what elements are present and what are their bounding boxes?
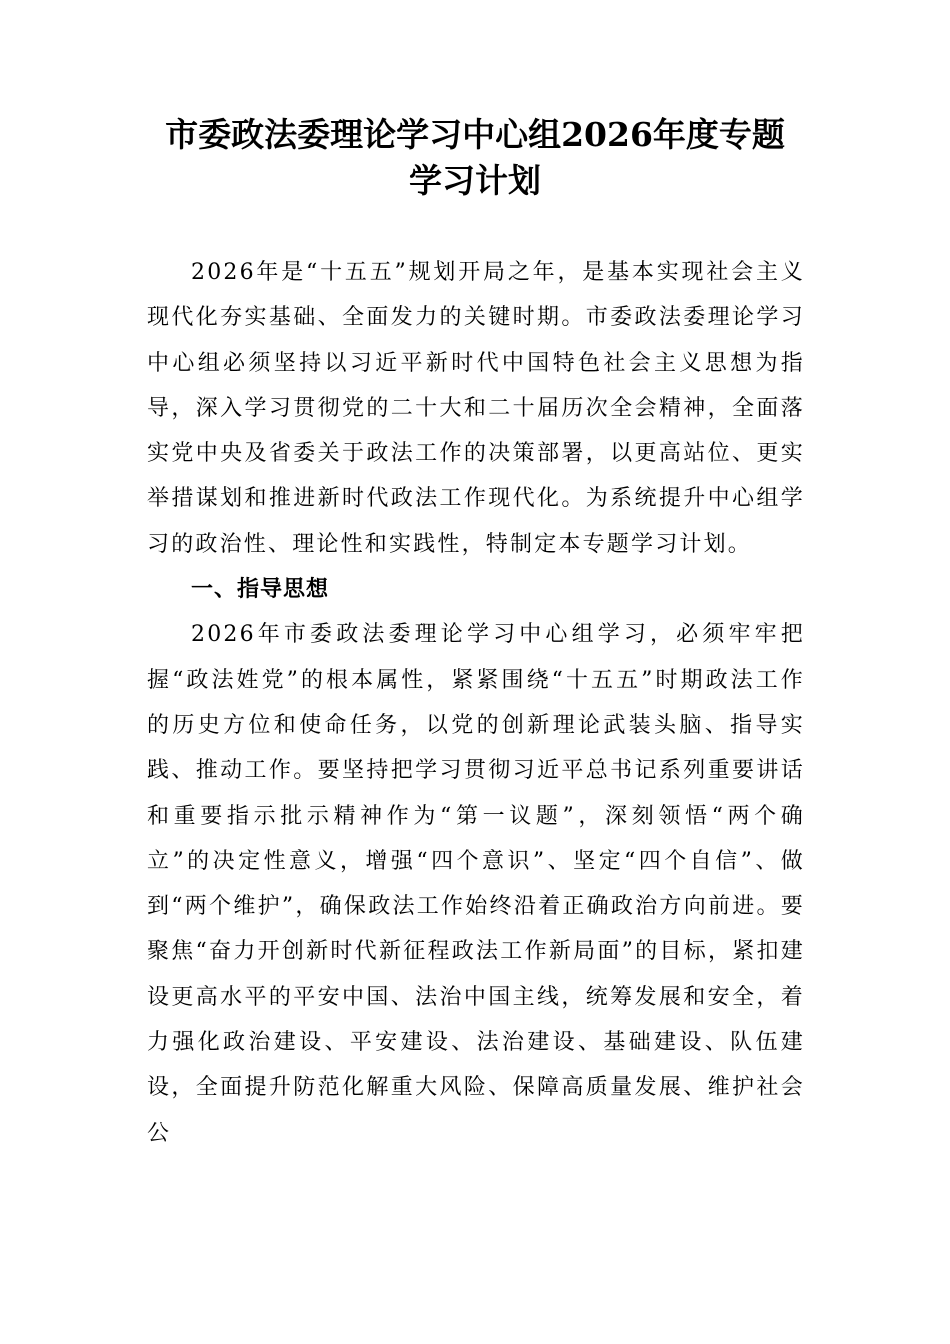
- document-body: [147, 250, 805, 1156]
- intro-paragraph: 2026年是“十五五”规划开局之年，是基本实现社会主义现代化夯实基础、全面发力的关键时期。市委政法委理论学习中心组必须坚持以习近平新时代中国特色社会主义思想为指导，深入学习贯彻党的二十大和二十届历次全会精神，全面落实党中央及省委关于政法工作的决策部署，以更高站位、更实举措谋划和推进新时代政法工作现代化。为系统提升中心组学习的政治性、理论性和实践性，特制定本专题学习计划。: [147, 260, 805, 557]
- document-title: [140, 112, 810, 204]
- title-line-2: 学习计划: [409, 161, 541, 200]
- section-heading-guiding-ideology: 一、指导思想: [191, 577, 330, 603]
- section-paragraph-guiding-ideology: 2026年市委政法委理论学习中心组学习，必须牢牢把握“政法姓党”的根本属性，紧紧围绕“十五五”时期政法工作的历史方位和使命任务，以党的创新理论武装头脑、指导实践、推动工作。要坚持把学习贯彻习近平总书记系列重要讲话和重要指示批示精神作为“第一议题”，深刻领悟“两个确立”的决定性意义，增强“四个意识”、坚定“四个自信”、做到“两个维护”，确保政法工作始终沿着正确政治方向前进。要聚焦“奋力开创新时代新征程政法工作新局面”的目标，紧扣建设更高水平的平安中国、法治中国主线，统筹发展和安全，着力强化政治建设、平安建设、法治建设、基础建设、队伍建设，全面提升防范化解重大风险、保障高质量发展、维护社会公: [147, 622, 805, 1146]
- title-line-1: 市委政法委理论学习中心组2026年度专题: [165, 115, 785, 154]
